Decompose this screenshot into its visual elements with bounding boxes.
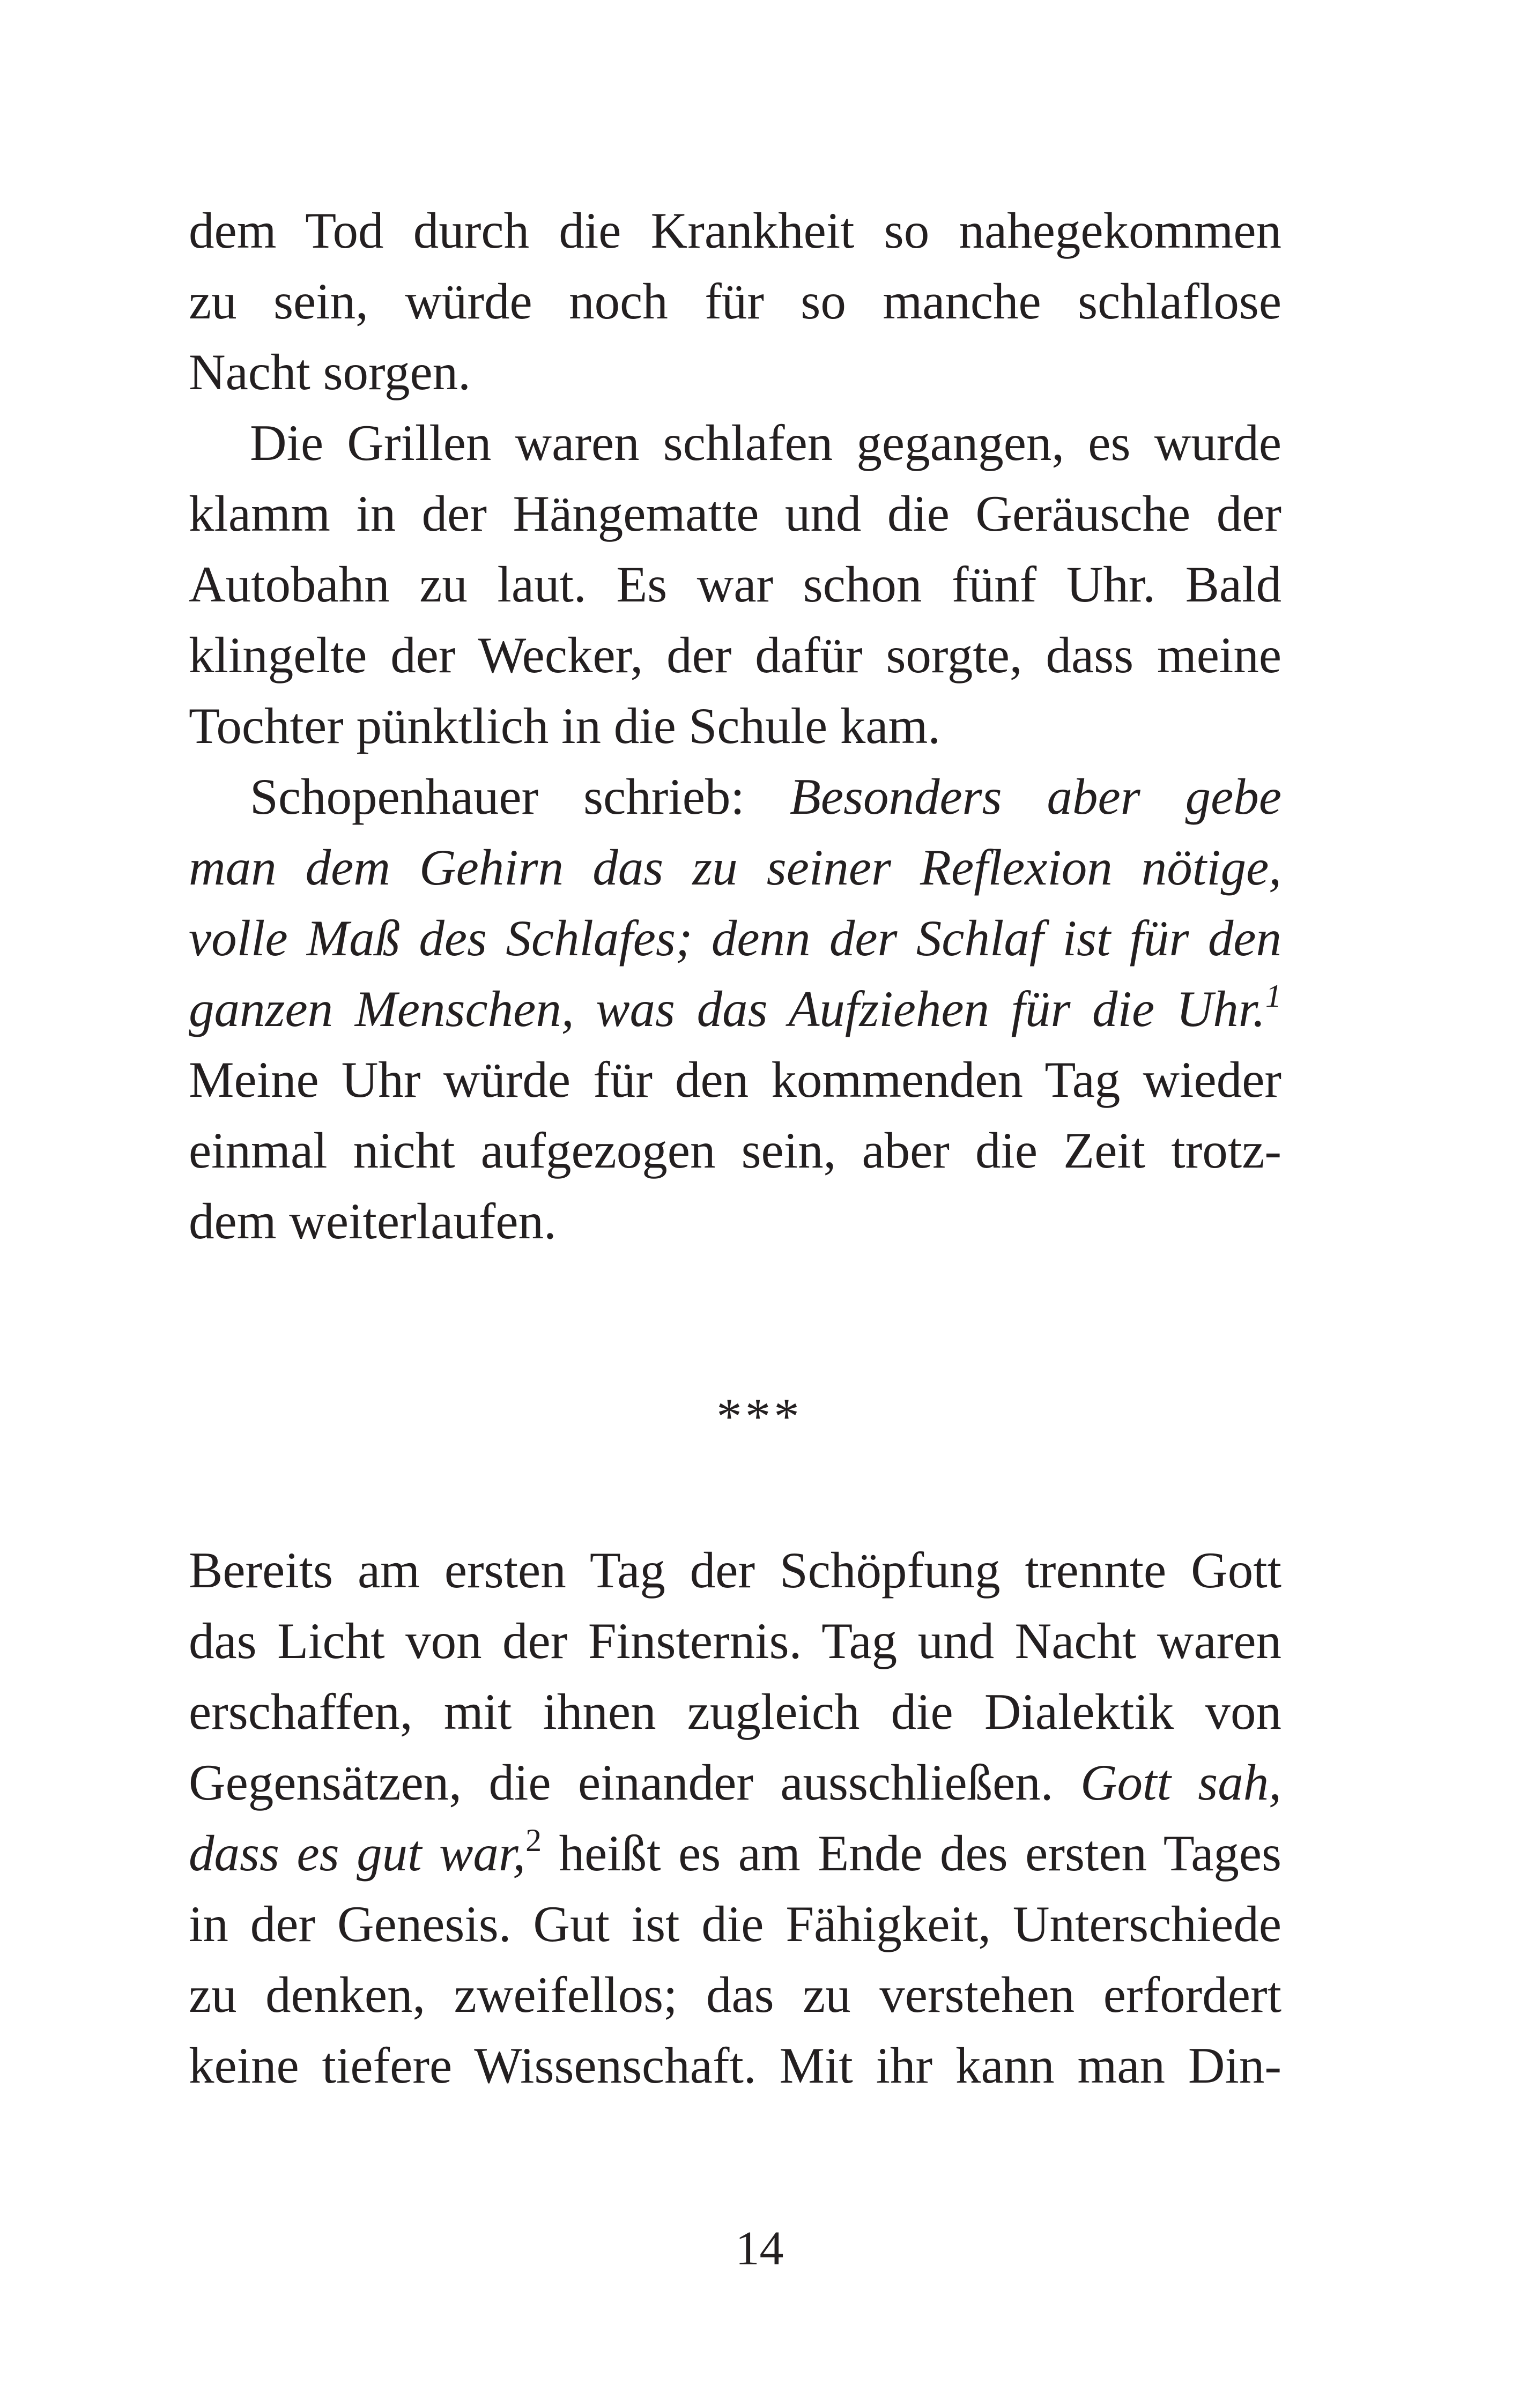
text-run: klamm in der Hängematte und die Geräusche der [189, 485, 1281, 542]
text-line [189, 1889, 1281, 1959]
text-line [189, 266, 1281, 337]
text-run: zu denken, zweifellos; das zu verstehen erfordert [189, 1966, 1281, 2023]
text-run: keine tiefere Wissenschaft. Mit ihr kann man Din- [189, 2037, 1281, 2094]
text-line [189, 195, 1281, 266]
text-line [189, 2030, 1281, 2101]
text-run: Die Grillen waren schlafen gegangen, es wurde [250, 414, 1281, 471]
text-run: dem weiterlaufen. [189, 1193, 557, 1250]
text-run: in der Genesis. Gut ist die Fähigkeit, Unterschiede [189, 1896, 1281, 1952]
text-line [189, 832, 1281, 903]
text-line [189, 337, 1281, 407]
text-line [189, 1959, 1281, 2030]
text-line [189, 903, 1281, 973]
section-separator: *** [716, 1388, 803, 1445]
text-line [189, 1818, 1281, 1889]
text-line [189, 1676, 1281, 1747]
text-run: Autobahn zu laut. Es war schon fünf Uhr. Bald [189, 556, 1281, 613]
footnote-reference: 2 [525, 1823, 542, 1858]
italic-quotation: dass es gut war, [189, 1825, 526, 1882]
text-line [189, 1535, 1281, 1606]
body-text-bottom [189, 1535, 1281, 2101]
body-text-top [189, 195, 1281, 1257]
text-line [189, 1747, 1281, 1818]
text-line [189, 549, 1281, 620]
footnote-reference: 1 [1265, 978, 1281, 1014]
text-run: Tochter pünktlich in die Schule kam. [189, 697, 941, 754]
text-line [189, 1115, 1281, 1186]
italic-quotation: ganzen Menschen, was das Aufziehen für die Uhr. [189, 980, 1265, 1037]
text-run: Meine Uhr würde für den kommenden Tag wieder [189, 1051, 1281, 1108]
text-line [189, 620, 1281, 690]
text-run: erschaffen, mit ihnen zugleich die Dialektik von [189, 1683, 1281, 1740]
text-run: Bereits am ersten Tag der Schöpfung trennte Gott [189, 1542, 1281, 1599]
text-run: zu sein, würde noch für so manche schlaflose [189, 273, 1281, 330]
text-line [189, 690, 1281, 761]
text-run: heißt es am Ende des ersten Tages [542, 1825, 1281, 1882]
page-number: 14 [735, 2222, 784, 2275]
text-run: Schopenhauer schrieb: [250, 768, 790, 825]
text-line [189, 1186, 1281, 1257]
text-run: klingelte der Wecker, der dafür sorgte, dass meine [189, 627, 1281, 683]
italic-quotation: Gott sah, [1080, 1754, 1281, 1811]
italic-quotation: man dem Gehirn das zu seiner Reflexion nötige, [189, 839, 1281, 896]
text-run: dem Tod durch die Krankheit so nahegekommen [189, 202, 1281, 259]
text-run: einmal nicht aufgezogen sein, aber die Zeit trotz- [189, 1122, 1281, 1179]
text-run: das Licht von der Finsternis. Tag und Nacht waren [189, 1612, 1281, 1669]
text-line [189, 407, 1281, 478]
text-line [189, 1606, 1281, 1676]
text-line [189, 973, 1281, 1044]
text-line [189, 478, 1281, 549]
italic-quotation: Besonders aber gebe [789, 768, 1281, 825]
text-line [189, 761, 1281, 832]
text-run: Nacht sorgen. [189, 344, 471, 400]
italic-quotation: volle Maß des Schlafes; denn der Schlaf ist für den [189, 910, 1281, 967]
text-run: Gegensätzen, die einander ausschließen. [189, 1754, 1080, 1811]
text-line [189, 1044, 1281, 1115]
